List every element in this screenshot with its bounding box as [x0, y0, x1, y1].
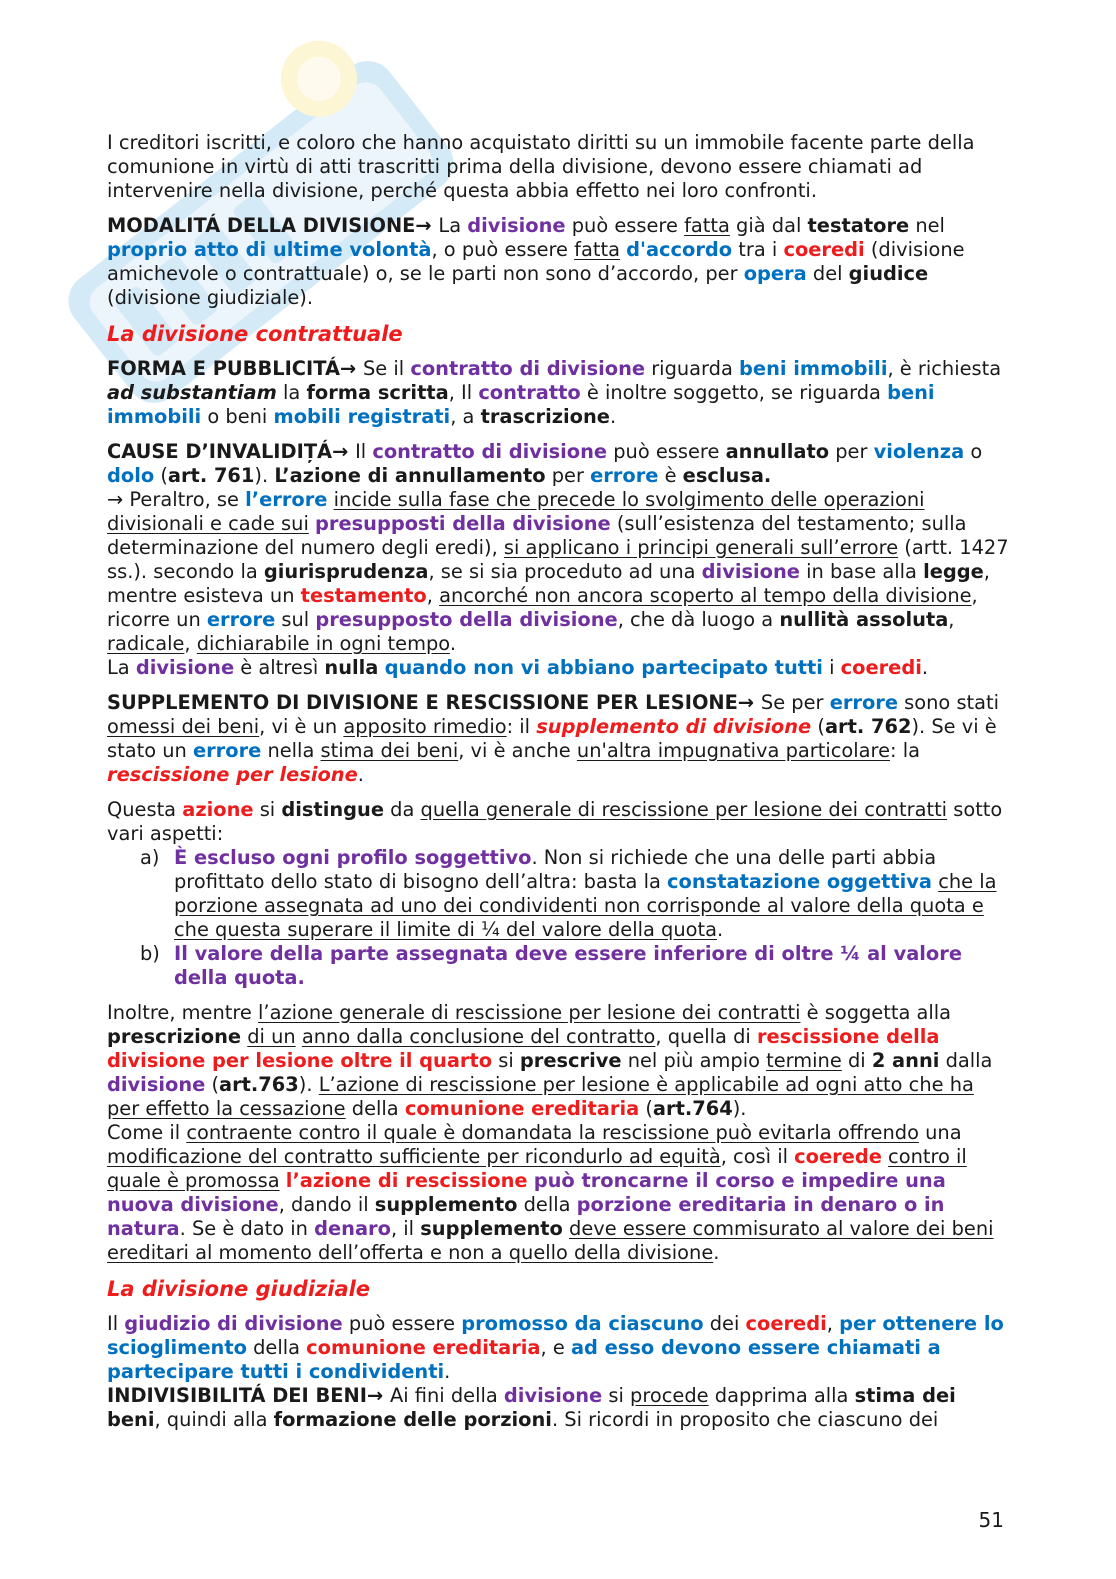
- text-run: I creditori iscritti, e coloro che hanno acquistato diritti su un immobile facente parte della comunione in virtù di atti trascritti prima della divisione, devono essere chiamati ad intervenire nella divisione, perché questa abbia effetto nei loro confronti.: [107, 131, 975, 202]
- text-run: errore: [192, 739, 262, 762]
- text-run: , quindi alla: [154, 1408, 274, 1431]
- text-run: Come il: [107, 1121, 187, 1144]
- text-run: , se si sia proceduto ad una: [428, 560, 702, 583]
- text-run: presupposto della divisione: [315, 608, 618, 631]
- text-run: testamento: [300, 584, 427, 607]
- section-heading: La divisione contrattuale: [107, 322, 403, 346]
- text-run: modificazione del contratto sufficiente per ricondurlo ad equità: [107, 1145, 721, 1168]
- text-run: dapprima alla: [708, 1384, 855, 1407]
- text-run: della: [246, 1336, 307, 1359]
- text-run: può essere: [565, 214, 685, 237]
- text-run: per: [545, 464, 591, 487]
- text-run: comunione ereditaria: [404, 1097, 640, 1120]
- text-run: , così il: [720, 1145, 795, 1168]
- text-run: Il: [355, 440, 373, 463]
- text-run: rescissione per lesione: [107, 763, 358, 786]
- text-run: FORMA E PUBBLICITÁ→: [107, 357, 363, 380]
- text-run: (sull’esistenza del testamento; sulla determinazione del numero degli eredi),: [107, 512, 967, 559]
- text-run: giudice: [848, 262, 929, 285]
- text-run: art. 761: [167, 464, 255, 487]
- text-run: dolo: [107, 464, 155, 487]
- text-run: nulla: [324, 656, 379, 679]
- paragraph: [107, 798, 1012, 846]
- text-run: stima dei beni: [320, 739, 459, 762]
- text-run: .: [609, 405, 617, 428]
- text-run: errore: [206, 608, 276, 631]
- list-marker: b): [140, 942, 160, 965]
- text-run: presupposti della divisione: [315, 512, 611, 535]
- text-run: per ottenere lo scioglimento: [107, 1312, 1004, 1359]
- text-run: tra i: [732, 238, 784, 261]
- text-run: comunione ereditaria: [306, 1336, 541, 1359]
- text-run: L’azione di rescissione per lesione è applicabile ad ogni atto che ha per effetto la cessazione: [107, 1073, 974, 1120]
- paragraph: [107, 440, 1012, 488]
- text-run: fatta: [684, 214, 730, 237]
- text-run: 2 anni: [871, 1049, 940, 1072]
- text-run: può essere: [607, 440, 726, 463]
- text-run: (: [811, 715, 825, 738]
- text-run: . Non si richiede che una delle parti abbia profittato dello stato di bisogno dell’altra: basta la: [174, 846, 937, 893]
- text-run: ,: [948, 608, 955, 631]
- text-run: .: [449, 632, 456, 655]
- paragraph: [107, 1121, 1012, 1265]
- text-run: esclusa.: [682, 464, 772, 487]
- lettered-list: [107, 846, 1012, 990]
- text-run: .: [357, 763, 364, 786]
- text-run: coeredi: [783, 238, 865, 261]
- text-run: una: [918, 1121, 962, 1144]
- text-run: Questa: [107, 798, 183, 821]
- text-run: , dando il: [278, 1193, 375, 1216]
- text-run: La: [438, 214, 468, 237]
- text-run: , quella di: [655, 1025, 757, 1048]
- text-run: ).: [298, 1073, 319, 1096]
- text-run: . Se è dato in: [179, 1217, 315, 1240]
- text-run: CAUSE D’INVALIDIȚÁ→: [107, 440, 356, 463]
- text-run: rescissione della divisione per lesione oltre il quarto: [107, 1025, 940, 1072]
- text-run: omessi dei beni: [107, 715, 260, 738]
- text-run: l’azione generale di rescissione per lesione dei contratti: [258, 1001, 801, 1024]
- text-run: contro il quale è promossa: [107, 1145, 967, 1192]
- text-run: art. 762: [824, 715, 912, 738]
- text-run: testatore: [807, 214, 910, 237]
- text-run: la: [276, 381, 307, 404]
- text-run: , che dà luogo a: [617, 608, 780, 631]
- text-run: della: [345, 1097, 405, 1120]
- section-heading: La divisione giudiziale: [107, 1277, 371, 1301]
- text-run: fatta: [574, 238, 620, 261]
- text-run: supplemento: [374, 1193, 518, 1216]
- text-run: constatazione oggettiva: [667, 870, 933, 893]
- text-run: azione: [182, 798, 254, 821]
- text-run: l’errore: [245, 488, 328, 511]
- text-run: legge: [923, 560, 984, 583]
- text-run: beni immobili: [107, 381, 935, 428]
- text-run: può troncarne il corso e impedire una nuova divisione: [107, 1169, 946, 1216]
- text-run: ,: [826, 1312, 840, 1335]
- text-run: termine: [766, 1049, 842, 1072]
- text-run: distingue: [281, 798, 384, 821]
- text-run: si: [253, 798, 282, 821]
- text-run: mobili registrati: [273, 405, 451, 428]
- text-run: .: [713, 1241, 720, 1264]
- text-run: è altresì: [234, 656, 325, 679]
- text-run: , vi è anche: [458, 739, 577, 762]
- text-run: coeredi: [840, 656, 922, 679]
- text-run: INDIVISIBILITÁ DEI BENI→: [107, 1384, 390, 1407]
- list-item: [107, 846, 1012, 942]
- text-run: riguarda: [645, 357, 740, 380]
- text-run: divisione: [701, 560, 800, 583]
- text-run: , o può essere: [431, 238, 575, 261]
- text-run: sono stati: [898, 691, 1000, 714]
- text-run: giudizio di divisione: [124, 1312, 343, 1335]
- text-run: È escluso ogni profilo soggettivo: [174, 846, 532, 869]
- paragraph: [107, 357, 1012, 429]
- text-run: i: [822, 656, 841, 679]
- text-run: MODALITÁ DELLA DIVISIONE→: [107, 214, 439, 237]
- text-run: annullato: [725, 440, 830, 463]
- text-run: può essere: [342, 1312, 462, 1335]
- text-run: denaro: [314, 1217, 391, 1240]
- text-run: art.764: [652, 1097, 733, 1120]
- text-run: (artt. 1427 ss.). secondo la: [107, 536, 1009, 583]
- text-run: d'accordo: [626, 238, 733, 261]
- text-run: quando non vi abbiano partecipato tutti: [384, 656, 823, 679]
- text-run: (divisione giudiziale).: [107, 286, 314, 309]
- text-run: stima dei beni: [107, 1384, 956, 1431]
- text-run: contratto: [478, 381, 581, 404]
- text-run: , il: [390, 1217, 421, 1240]
- paragraph: [107, 1001, 1012, 1121]
- text-run: è: [658, 464, 683, 487]
- text-run: Se il: [362, 357, 411, 380]
- text-run: → Peraltro, se: [107, 488, 246, 511]
- text-run: nullità assoluta: [779, 608, 949, 631]
- text-run: SUPPLEMENTO DI DIVISIONE E RESCISSIONE PER LESIONE→: [107, 691, 761, 714]
- text-run: ).: [732, 1097, 747, 1120]
- text-run: sul: [275, 608, 316, 631]
- text-run: contratto di divisione: [372, 440, 608, 463]
- text-run: divisione: [503, 1384, 603, 1407]
- text-run: o: [964, 440, 983, 463]
- text-run: un'altra impugnativa particolare: [576, 739, 890, 762]
- text-run: errore: [590, 464, 659, 487]
- text-run: che la porzione assegnata ad uno dei condividenti non corrisponde al valore della quota e che questa superare il limite di ¼ del valore della quota: [174, 870, 997, 941]
- list-marker: a): [140, 846, 160, 869]
- list-item: [107, 942, 1012, 990]
- text-run: contratto di divisione: [410, 357, 646, 380]
- text-run: : il: [506, 715, 537, 738]
- text-run: sotto vari aspetti:: [107, 798, 1003, 845]
- text-run: Il valore della parte assegnata deve essere inferiore di oltre ¼ al valore della quota.: [174, 942, 962, 989]
- text-run: .: [717, 918, 724, 941]
- text-run: nel: [909, 214, 945, 237]
- text-run: è inoltre soggetto, se riguarda: [580, 381, 888, 404]
- text-run: deve essere commisurato al valore dei beni ereditari al momento dell’offerta e non a quello della divisione: [107, 1217, 994, 1264]
- text-run: . Si ricordi in proposito che ciascuno dei: [551, 1408, 939, 1431]
- text-run: ,: [426, 584, 440, 607]
- text-run: dei: [703, 1312, 746, 1335]
- text-run: l’azione di rescissione: [285, 1169, 528, 1192]
- text-run: art.763: [219, 1073, 299, 1096]
- paragraph: [107, 214, 1012, 310]
- text-run: divisione: [135, 656, 235, 679]
- text-run: o beni: [201, 405, 274, 428]
- text-run: divisione: [107, 1073, 206, 1096]
- text-run: trascrizione: [480, 405, 610, 428]
- text-run: si: [492, 1049, 520, 1072]
- text-run: porzione ereditaria in denaro o in natura: [107, 1193, 945, 1240]
- text-run: (: [154, 464, 168, 487]
- text-run: di un: [247, 1025, 296, 1048]
- text-run: , è richiesta: [887, 357, 1002, 380]
- text-run: Il: [107, 1312, 125, 1335]
- paragraph: [107, 488, 1012, 656]
- text-run: di: [841, 1049, 872, 1072]
- text-run: supplemento di divisione: [536, 715, 812, 738]
- paragraph: [107, 656, 1012, 680]
- text-run: contraente contro il quale è domandata la rescissione può evitarla offrendo: [186, 1121, 919, 1144]
- text-run: (divisione amichevole o contrattuale) o, se le parti non sono d’accordo, per: [107, 238, 965, 285]
- text-run: radicale: [107, 632, 185, 655]
- text-run: Inoltre, mentre: [107, 1001, 259, 1024]
- document-body: [107, 131, 1012, 1432]
- text-run: ).: [254, 464, 275, 487]
- text-run: : la: [890, 739, 920, 762]
- text-run: nel più ampio: [621, 1049, 767, 1072]
- text-run: , vi è un: [259, 715, 344, 738]
- text-run: procede: [630, 1384, 709, 1407]
- text-run: nella: [261, 739, 321, 762]
- text-run: promosso da ciascuno: [461, 1312, 704, 1335]
- text-run: coerede: [794, 1145, 882, 1168]
- text-run: incide sulla fase che precede lo svolgimento delle operazioni divisionali e cade sui: [107, 488, 925, 535]
- text-run: beni immobili: [739, 357, 888, 380]
- paragraph: [107, 131, 1012, 203]
- text-run: coeredi: [745, 1312, 827, 1335]
- text-run: .: [444, 1360, 451, 1383]
- text-run: si: [602, 1384, 631, 1407]
- text-run: dalla: [939, 1049, 993, 1072]
- text-run: è soggetta alla: [800, 1001, 952, 1024]
- paragraph: [107, 691, 1012, 787]
- text-run: supplemento: [420, 1217, 563, 1240]
- text-run: del: [806, 262, 849, 285]
- text-run: opera: [743, 262, 807, 285]
- text-run: violenza: [873, 440, 965, 463]
- text-run: forma scritta: [306, 381, 449, 404]
- text-run: da: [383, 798, 421, 821]
- text-run: L’azione di annullamento: [274, 464, 546, 487]
- text-run: Se per: [760, 691, 830, 714]
- text-run: in base alla: [799, 560, 924, 583]
- text-run: della: [517, 1193, 577, 1216]
- text-run: (: [205, 1073, 220, 1096]
- text-run: ad esso devono essere chiamati a partecipare tutti i condividenti: [107, 1336, 941, 1383]
- text-run: , a: [450, 405, 481, 428]
- text-run: per: [829, 440, 874, 463]
- text-run: proprio atto di ultime volontà: [107, 238, 432, 261]
- text-run: prescrizione: [107, 1025, 242, 1048]
- text-run: apposito rimedio: [343, 715, 507, 738]
- text-run: , mentre esisteva un: [107, 560, 990, 607]
- text-run: già dal: [729, 214, 808, 237]
- text-run: si applicano i principi generali sull’errore: [503, 536, 899, 559]
- text-run: ). Se vi è stato un: [107, 715, 997, 762]
- text-run: errore: [829, 691, 898, 714]
- text-run: , Il: [448, 381, 479, 404]
- text-run: , e: [540, 1336, 571, 1359]
- text-run: divisione: [467, 214, 566, 237]
- text-run: anno dalla conclusione del contratto: [301, 1025, 656, 1048]
- text-run: La: [107, 656, 136, 679]
- text-run: formazione delle porzioni: [273, 1408, 552, 1431]
- text-run: ancorché non ancora scoperto al tempo della divisione: [439, 584, 972, 607]
- text-run: Ai fini della: [389, 1384, 504, 1407]
- page-number: 51: [978, 1508, 1004, 1532]
- text-run: , ricorre un: [107, 584, 978, 631]
- text-run: dichiarabile in ogni tempo: [196, 632, 450, 655]
- text-run: (: [639, 1097, 653, 1120]
- paragraph: [107, 1384, 1012, 1432]
- text-run: .: [921, 656, 929, 679]
- text-run: giurisprudenza: [263, 560, 429, 583]
- text-run: prescrive: [519, 1049, 622, 1072]
- paragraph: [107, 1312, 1012, 1384]
- text-run: ,: [184, 632, 197, 655]
- text-run: quella generale di rescissione per lesione dei contratti: [420, 798, 948, 821]
- text-run: ad substantiam: [107, 381, 277, 404]
